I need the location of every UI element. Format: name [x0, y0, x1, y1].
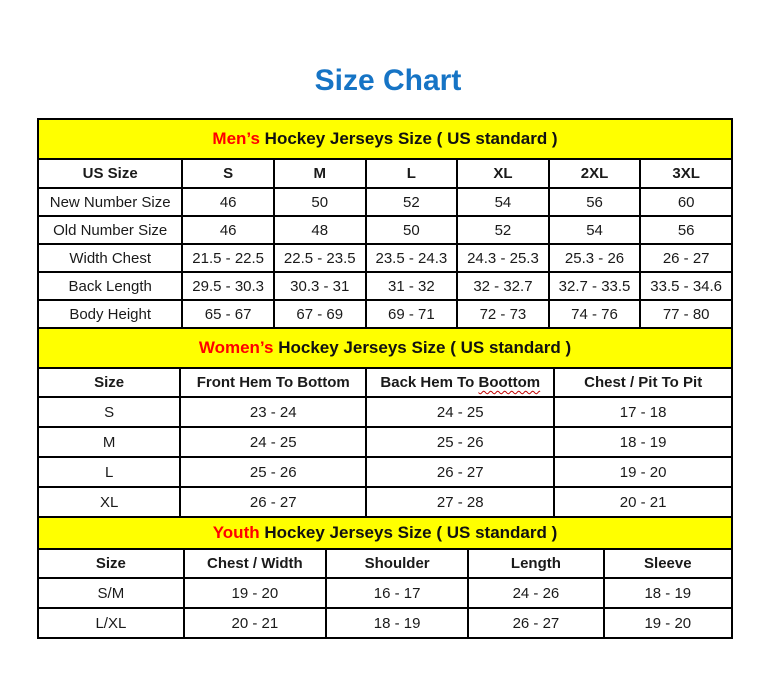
- column-header: 3XL: [640, 159, 732, 188]
- youth-section-header: [38, 517, 732, 549]
- column-header: S: [182, 159, 274, 188]
- size-value-cell: 16 - 17: [326, 578, 468, 608]
- size-value-cell: 24.3 - 25.3: [457, 244, 549, 272]
- row-label: L/XL: [38, 608, 184, 638]
- column-header: Size: [38, 549, 184, 578]
- mens-size-table: [37, 118, 733, 329]
- size-value-cell: 52: [457, 216, 549, 244]
- column-header: XL: [457, 159, 549, 188]
- column-header: Chest / Width: [184, 549, 326, 578]
- mens-title-rest: Hockey Jerseys Size ( US standard ): [259, 129, 558, 148]
- row-label: Width Chest: [38, 244, 182, 272]
- column-header: Length: [468, 549, 603, 578]
- table-row: [38, 578, 732, 608]
- column-header: Size: [38, 368, 180, 397]
- womens-column-header-row: [38, 368, 732, 397]
- size-value-cell: 32.7 - 33.5: [549, 272, 641, 300]
- table-row: [38, 427, 732, 457]
- row-label: XL: [38, 487, 180, 517]
- size-value-cell: 65 - 67: [182, 300, 274, 328]
- womens-title-rest: Hockey Jerseys Size ( US standard ): [273, 338, 572, 357]
- size-value-cell: 54: [549, 216, 641, 244]
- column-header: Front Hem To Bottom: [180, 368, 366, 397]
- size-value-cell: 22.5 - 23.5: [274, 244, 366, 272]
- womens-section-header: [38, 328, 732, 368]
- column-header: M: [274, 159, 366, 188]
- row-label: M: [38, 427, 180, 457]
- youth-title-rest: Hockey Jerseys Size ( US standard ): [259, 523, 558, 542]
- size-value-cell: 50: [366, 216, 458, 244]
- size-value-cell: 31 - 32: [366, 272, 458, 300]
- size-value-cell: 17 - 18: [554, 397, 732, 427]
- size-value-cell: 24 - 25: [180, 427, 366, 457]
- size-value-cell: 46: [182, 216, 274, 244]
- size-value-cell: 21.5 - 22.5: [182, 244, 274, 272]
- size-value-cell: 25.3 - 26: [549, 244, 641, 272]
- size-chart-tables: [37, 118, 733, 639]
- table-row: [38, 244, 732, 272]
- size-value-cell: 69 - 71: [366, 300, 458, 328]
- row-label: Body Height: [38, 300, 182, 328]
- womens-section-title: [38, 328, 732, 368]
- youth-column-header-row: [38, 549, 732, 578]
- size-value-cell: 29.5 - 30.3: [182, 272, 274, 300]
- table-row: [38, 608, 732, 638]
- size-value-cell: 46: [182, 188, 274, 216]
- size-value-cell: 23.5 - 24.3: [366, 244, 458, 272]
- column-header: 2XL: [549, 159, 641, 188]
- size-value-cell: 33.5 - 34.6: [640, 272, 732, 300]
- size-value-cell: 67 - 69: [274, 300, 366, 328]
- row-label: S/M: [38, 578, 184, 608]
- size-value-cell: 20 - 21: [184, 608, 326, 638]
- size-value-cell: 26 - 27: [468, 608, 603, 638]
- size-value-cell: 19 - 20: [184, 578, 326, 608]
- size-value-cell: 25 - 26: [180, 457, 366, 487]
- table-row: [38, 397, 732, 427]
- size-value-cell: 60: [640, 188, 732, 216]
- mens-section-header: [38, 119, 732, 159]
- youth-accent-word: Youth: [212, 523, 260, 542]
- row-label: Old Number Size: [38, 216, 182, 244]
- size-value-cell: 18 - 19: [604, 578, 732, 608]
- row-label: Back Length: [38, 272, 182, 300]
- size-value-cell: 23 - 24: [180, 397, 366, 427]
- table-row: [38, 300, 732, 328]
- column-header-misspelled: [366, 368, 554, 397]
- column-header: Sleeve: [604, 549, 732, 578]
- size-value-cell: 18 - 19: [326, 608, 468, 638]
- size-value-cell: 27 - 28: [366, 487, 554, 517]
- size-value-cell: 30.3 - 31: [274, 272, 366, 300]
- mens-accent-word: Men’s: [212, 129, 260, 148]
- table-row: [38, 272, 732, 300]
- size-value-cell: 20 - 21: [554, 487, 732, 517]
- size-value-cell: 25 - 26: [366, 427, 554, 457]
- size-value-cell: 32 - 32.7: [457, 272, 549, 300]
- column-header: Shoulder: [326, 549, 468, 578]
- table-row: [38, 188, 732, 216]
- table-row: [38, 457, 732, 487]
- size-value-cell: 54: [457, 188, 549, 216]
- size-value-cell: 19 - 20: [604, 608, 732, 638]
- column-header: US Size: [38, 159, 182, 188]
- size-value-cell: 26 - 27: [366, 457, 554, 487]
- size-value-cell: 50: [274, 188, 366, 216]
- row-label: New Number Size: [38, 188, 182, 216]
- size-value-cell: 24 - 26: [468, 578, 603, 608]
- mens-section-title: [38, 119, 732, 159]
- size-value-cell: 72 - 73: [457, 300, 549, 328]
- size-value-cell: 77 - 80: [640, 300, 732, 328]
- size-value-cell: 18 - 19: [554, 427, 732, 457]
- column-header: L: [366, 159, 458, 188]
- size-value-cell: 26 - 27: [640, 244, 732, 272]
- youth-section-title: [38, 517, 732, 549]
- size-value-cell: 56: [640, 216, 732, 244]
- table-row: [38, 216, 732, 244]
- size-value-cell: 52: [366, 188, 458, 216]
- size-value-cell: 74 - 76: [549, 300, 641, 328]
- column-header: Chest / Pit To Pit: [554, 368, 732, 397]
- youth-size-table: [37, 516, 733, 639]
- page-title: Size Chart: [314, 64, 462, 97]
- size-value-cell: 56: [549, 188, 641, 216]
- womens-size-table: [37, 327, 733, 518]
- size-value-cell: 24 - 25: [366, 397, 554, 427]
- size-value-cell: 19 - 20: [554, 457, 732, 487]
- table-row: [38, 487, 732, 517]
- womens-accent-word: Women’s: [198, 338, 274, 357]
- column-header-text: Back Hem To: [380, 374, 479, 391]
- spellcheck-squiggle-word: Boottom: [478, 374, 541, 391]
- row-label: L: [38, 457, 180, 487]
- row-label: S: [38, 397, 180, 427]
- size-value-cell: 26 - 27: [180, 487, 366, 517]
- size-value-cell: 48: [274, 216, 366, 244]
- mens-column-header-row: [38, 159, 732, 188]
